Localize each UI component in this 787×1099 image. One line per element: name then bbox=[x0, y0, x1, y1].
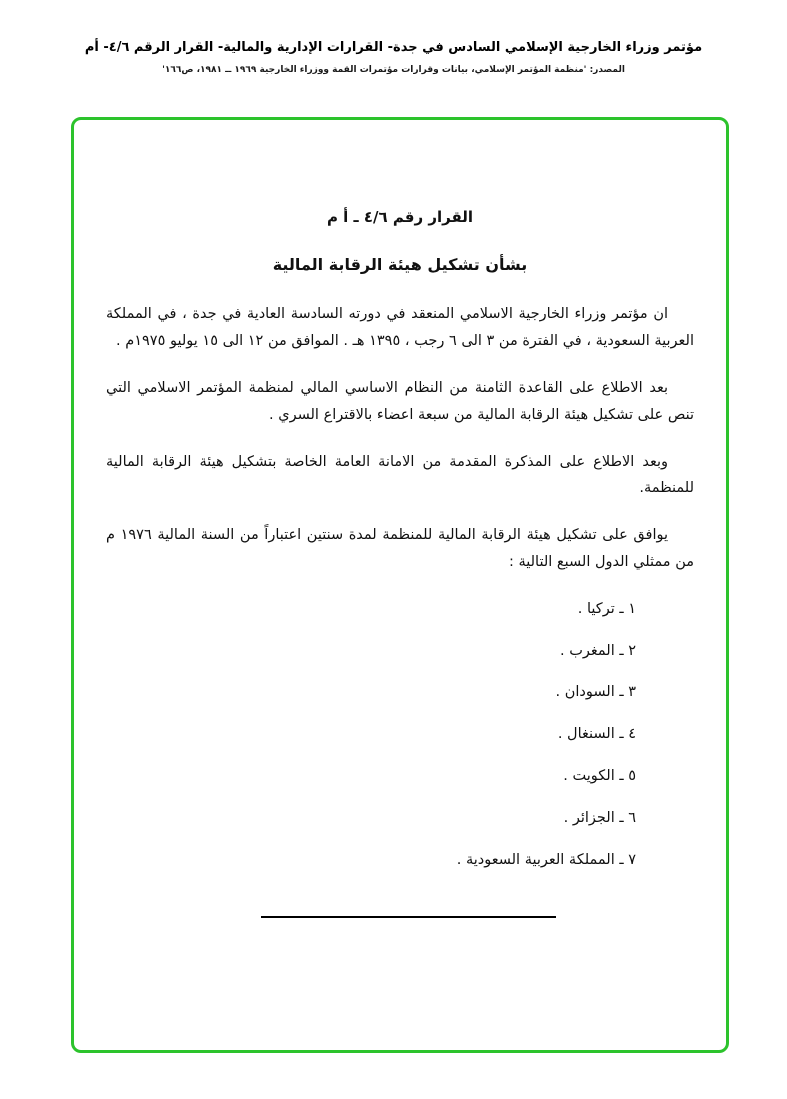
paragraph-rule-eight: بعد الاطلاع على القاعدة الثامنة من النظام الاساسي المالي لمنظمة المؤتمر الاسلامي التي تنص على تشكيل هيئة الرقابة المالية من سبعة اعضاء بالاقتراع السري . bbox=[106, 379, 694, 423]
paragraph-memorandum: وبعد الاطلاع على المذكرة المقدمة من الامانة العامة الخاصة بتشكيل هيئة الرقابة المالية للمنظمة. bbox=[106, 453, 694, 497]
header-title: مؤتمر وزراء الخارجية الإسلامي السادس في جدة- القرارات الإدارية والمالية- القرار الرقم ٤/٦- أم bbox=[84, 40, 703, 55]
list-item-turkey: ١ ـ تركيا . bbox=[577, 600, 636, 617]
footnote-divider bbox=[261, 916, 556, 918]
member-states-list bbox=[106, 596, 636, 874]
paragraph-decision: يوافق على تشكيل هيئة الرقابة المالية للمنظمة لمدة سنتين اعتباراً من السنة المالية ١٩٧٦ م من ممثلي الدول السبع التالية : bbox=[106, 527, 694, 571]
page-header bbox=[0, 40, 787, 75]
document-content bbox=[74, 120, 726, 918]
list-item-sudan: ٣ ـ السودان . bbox=[555, 684, 636, 701]
resolution-number-title: القرار رقم ٤/٦ ـ أ م bbox=[326, 208, 474, 226]
list-item-morocco: ٢ ـ المغرب . bbox=[560, 642, 636, 659]
header-source: المصدر: 'منظمة المؤتمر الإسلامي، بيانات وقرارات مؤتمرات القمة ووزراء الخارجية ١٩٦٩ ــ ١٩٨١، ص١٦٦' bbox=[162, 65, 625, 75]
list-item-kuwait: ٥ ـ الكويت . bbox=[563, 768, 636, 785]
list-item-saudi-arabia: ٧ ـ المملكة العربية السعودية . bbox=[456, 851, 636, 868]
resolution-subject-title: بشأن تشكيل هيئة الرقابة المالية bbox=[272, 254, 528, 274]
document-frame bbox=[71, 117, 729, 1053]
list-item-algeria: ٦ ـ الجزائر . bbox=[563, 809, 636, 826]
paragraph-preamble: ان مؤتمر وزراء الخارجية الاسلامي المنعقد في دورته السادسة العادية في جدة ، في المملكة العربية السعودية ، في الفترة من ٣ الى ٦ رجب ، ١٣٩٥ هـ . الموافق من ١٢ الى ١٥ يوليو ١٩٧٥م . bbox=[106, 306, 694, 350]
list-item-senegal: ٤ ـ السنغال . bbox=[557, 726, 636, 743]
